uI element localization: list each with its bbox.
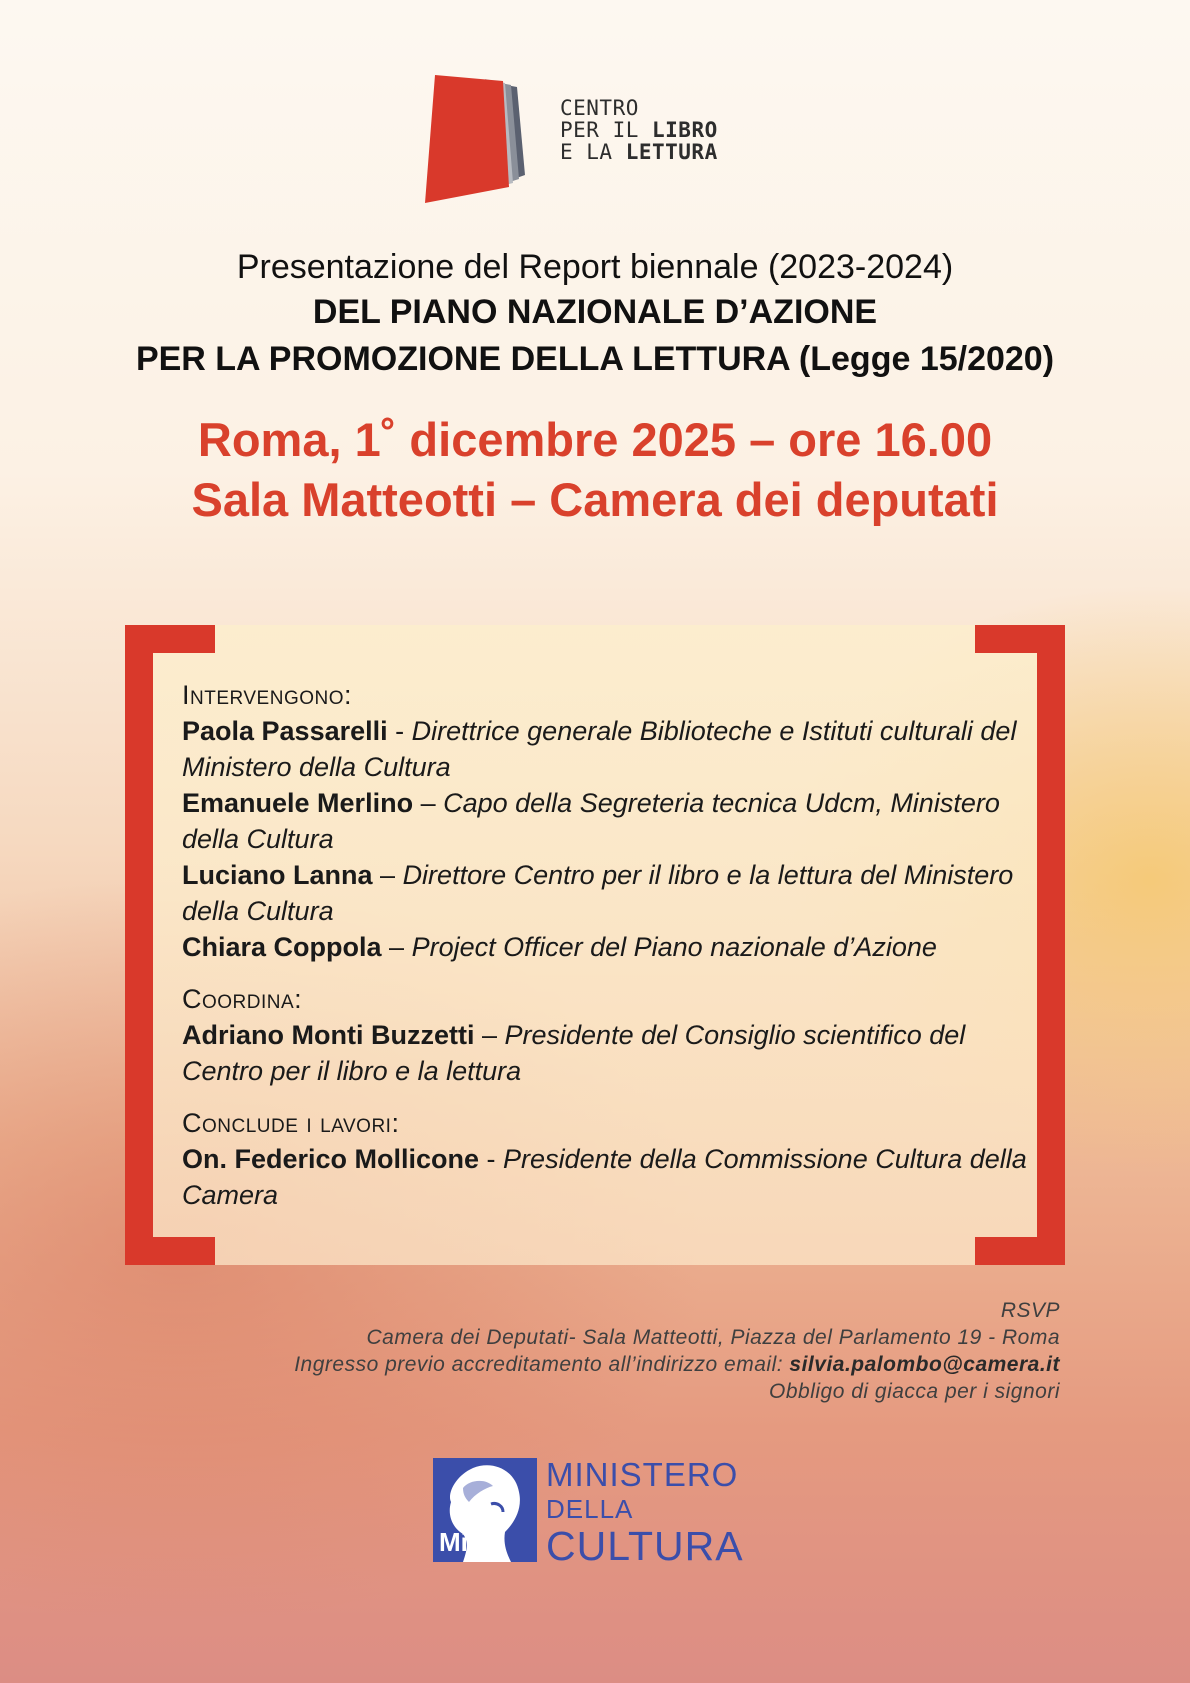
speaker-item: Paola Passarelli - Direttrice generale Biblioteche e Istituti culturali del Ministero della Cultura bbox=[182, 716, 1017, 782]
ministero-cultura-logo bbox=[433, 1456, 763, 1569]
conclude-label: Conclude i lavori: bbox=[182, 1108, 400, 1138]
event-date-venue bbox=[0, 410, 1190, 530]
mic-badge bbox=[433, 1458, 537, 1562]
speaker-item: Luciano Lanna – Direttore Centro per il libro e la lettura del Ministero della Cultura bbox=[182, 860, 1014, 926]
rsvp-email-link[interactable]: silvia.palombo@camera.it bbox=[789, 1353, 1060, 1376]
ministero-wordmark: MINISTERO DELLA CULTURA bbox=[546, 1456, 744, 1569]
coordina-label: Coordina: bbox=[182, 984, 303, 1014]
heading-line-1: Presentazione del Report biennale (2023-2024) bbox=[236, 248, 954, 286]
program-panel bbox=[125, 625, 1065, 1265]
closer-item: On. Federico Mollicone - Presidente della Commissione Cultura della Camera bbox=[182, 1144, 1027, 1210]
rsvp-block bbox=[60, 1297, 1060, 1405]
event-heading bbox=[0, 245, 1190, 383]
speaker-list bbox=[182, 677, 1042, 1213]
centro-libro-wordmark: CENTRO PER IL LIBRO E LA LETTURA bbox=[560, 96, 718, 164]
speaker-item: Emanuele Merlino – Capo della Segreteria tecnica Udcm, Ministero della Cultura bbox=[182, 788, 1000, 854]
book-logo-icon bbox=[425, 75, 555, 205]
event-venue: Sala Matteotti – Camera dei deputati bbox=[191, 473, 999, 526]
mic-badge-label: MiC bbox=[439, 1527, 487, 1557]
intervengono-label: Intervengono: bbox=[182, 680, 353, 710]
rsvp-address: Camera dei Deputati- Sala Matteotti, Piazza del Parlamento 19 - Roma bbox=[366, 1326, 1060, 1349]
event-date: Roma, 1˚ dicembre 2025 – ore 16.00 bbox=[197, 413, 993, 466]
heading-line-3: PER LA PROMOZIONE DELLA LETTURA (Legge 15/2020) bbox=[135, 340, 1055, 378]
heading-line-2: DEL PIANO NAZIONALE D’AZIONE bbox=[312, 293, 878, 331]
rsvp-dress-code: Obbligo di giacca per i signori bbox=[769, 1380, 1060, 1403]
rsvp-title: RSVP bbox=[1000, 1299, 1060, 1322]
coordinator-item: Adriano Monti Buzzetti – Presidente del Consiglio scientifico del Centro per il libro e la lettura bbox=[182, 1020, 966, 1086]
speaker-item: Chiara Coppola – Project Officer del Piano nazionale d’Azione bbox=[182, 932, 937, 962]
rsvp-access: Ingresso previo accreditamento all’indirizzo email: silvia.palombo@camera.it bbox=[294, 1353, 1060, 1376]
centro-libro-logo bbox=[425, 75, 765, 205]
